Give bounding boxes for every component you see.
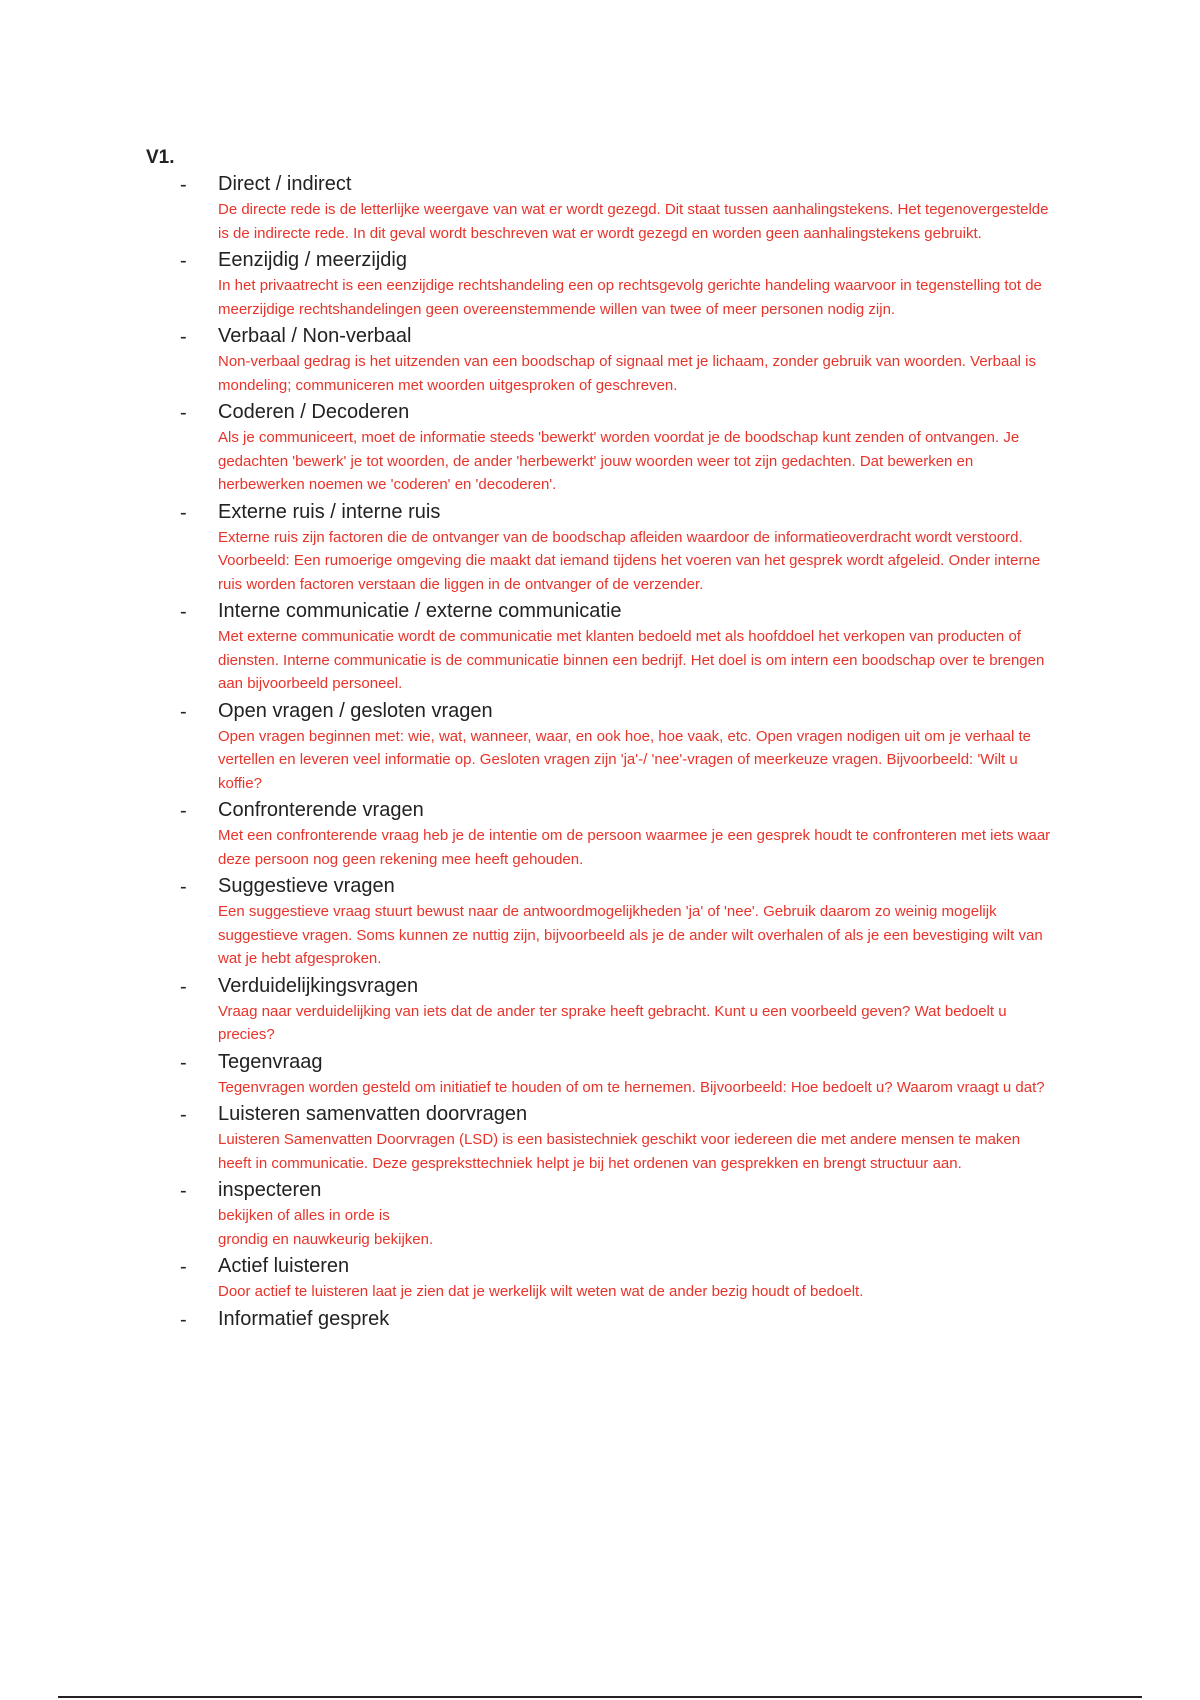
- term-description: Als je communiceert, moet de informatie steeds 'bewerkt' worden voordat je de boodschap kunt zenden of ontvangen. Je gedachten 'bewerk' je tot woorden, de ander 'herbewerkt' jouw woorden weer tot zijn gedachten. Dat bewerken en herbewerken noemen we 'coderen' en 'decoderen'.: [218, 429, 1020, 493]
- dash-bullet-icon: -: [180, 174, 187, 196]
- term-description: Een suggestieve vraag stuurt bewust naar de antwoordmogelijkheden 'ja' of 'nee'. Gebruik daarom zo weinig mogelijk suggestieve vragen. Soms kunnen ze nuttig zijn, bijvoorbeeld als je de ander wilt overhalen of als je een bevestiging wilt van wat je hebt afgesproken.: [218, 903, 1043, 967]
- term-description: Open vragen beginnen met: wie, wat, wanneer, waar, en ook hoe, hoe vaak, etc. Open vragen nodigen uit om je verhaal te vertellen en leveren veel informatie op. Gesloten vragen zijn 'ja'-/ 'nee'-vragen of meerkeuze vragen. Bijvoorbeeld: 'Wilt u koffie?: [218, 727, 1032, 792]
- section-heading: V1.: [146, 147, 175, 168]
- term-title: Informatief gesprek: [218, 1307, 390, 1330]
- term-description: Externe ruis zijn factoren die de ontvanger van de boodschap afleiden waardoor de informatieoverdracht wordt verstoord. Voorbeeld: Een rumoerige omgeving die maakt dat iemand tijdens het voeren van het gesprek wordt afgeleid. Onder interne ruis worden factoren verstaan die liggen in de ontvanger of de verzender.: [218, 528, 1041, 593]
- dash-bullet-icon: -: [180, 975, 187, 998]
- term-item: [180, 172, 1060, 245]
- term-title: Confronterende vragen: [218, 799, 424, 821]
- term-description: [218, 1204, 1060, 1251]
- term-item: [180, 400, 1060, 497]
- term-title: Coderen / Decoderen: [218, 401, 410, 423]
- term-description: In het privaatrecht is een eenzijdige rechtshandeling een op rechtsgevolg gerichte handeling waarvoor in tegenstelling tot de meerzijdige rechtshandelingen geen overeenstemmende willen van twee of meer personen nodig zijn.: [218, 277, 1042, 318]
- dash-bullet-icon: -: [180, 1180, 187, 1202]
- term-item: [180, 500, 1060, 597]
- term-description: Met externe communicatie wordt de communicatie met klanten bedoeld met als hoofddoel het verkopen van producten of diensten. Interne communicatie is de communicatie binnen een bedrijf. Het doel is om intern een boodschap over te brengen aan bijvoorbeeld personeel.: [218, 628, 1045, 692]
- term-description: Door actief te luisteren laat je zien dat je werkelijk wilt weten wat de ander bezig houdt of bedoelt.: [218, 1283, 864, 1300]
- dash-bullet-icon: -: [180, 1256, 187, 1278]
- term-description: Vraag naar verduidelijking van iets dat de ander ter sprake heeft gebracht. Kunt u een voorbeeld geven? Wat bedoelt u precies?: [218, 1002, 1007, 1043]
- term-description: Non-verbaal gedrag is het uitzenden van een boodschap of signaal met je lichaam, zonder gebruik van woorden. Verbaal is mondeling; communiceren met woorden uitgesproken of geschreven.: [218, 353, 1037, 394]
- term-title: Direct / indirect: [218, 173, 352, 195]
- term-description-line: grondig en nauwkeurig bekijken.: [218, 1230, 434, 1248]
- dash-bullet-icon: -: [180, 800, 187, 822]
- dash-bullet-icon: -: [180, 876, 187, 898]
- term-item: [180, 1050, 1060, 1100]
- term-item: [180, 324, 1060, 397]
- term-list: [180, 172, 1060, 1335]
- footer-divider: [58, 1696, 1142, 1698]
- term-title: Luisteren samenvatten doorvragen: [218, 1103, 528, 1125]
- term-description-line: bekijken of alles in orde is: [218, 1207, 390, 1224]
- term-title: Eenzijdig / meerzijdig: [218, 249, 407, 271]
- term-item: [180, 1254, 1060, 1304]
- term-title: Suggestieve vragen: [218, 875, 395, 897]
- term-item: [180, 974, 1060, 1047]
- term-description: Met een confronterende vraag heb je de intentie om de persoon waarmee je een gesprek houdt te confronteren met iets waar deze persoon nog geen rekening mee heeft gehouden.: [218, 827, 1051, 868]
- dash-bullet-icon: -: [180, 250, 187, 272]
- term-title: Verbaal / Non-verbaal: [218, 325, 412, 347]
- term-title: Actief luisteren: [218, 1255, 350, 1277]
- dash-bullet-icon: -: [180, 326, 187, 348]
- term-description: Luisteren Samenvatten Doorvragen (LSD) is een basistechniek geschikt voor iedereen die met andere mensen te maken heeft in communicatie. Deze gespreksttechniek helpt je bij het ordenen van gesprekken en brengt structuur aan.: [218, 1131, 1021, 1172]
- dash-bullet-icon: -: [180, 1104, 187, 1126]
- term-title: Verduidelijkingsvragen: [218, 974, 419, 997]
- dash-bullet-icon: -: [180, 1308, 187, 1331]
- dash-bullet-icon: -: [180, 1051, 187, 1074]
- term-description: De directe rede is de letterlijke weergave van wat er wordt gezegd. Dit staat tussen aanhalingstekens. Het tegenovergestelde is de indirecte rede. In dit geval wordt beschreven wat er wordt gezegd en worden geen aanhalingstekens gebruikt.: [218, 201, 1049, 242]
- term-item: [180, 874, 1060, 971]
- term-item: [180, 599, 1060, 696]
- term-item: [180, 248, 1060, 321]
- term-title: inspecteren: [218, 1179, 322, 1201]
- dash-bullet-icon: -: [180, 402, 187, 424]
- term-item: [180, 699, 1060, 796]
- term-item: [180, 798, 1060, 871]
- dash-bullet-icon: -: [180, 700, 187, 723]
- dash-bullet-icon: -: [180, 501, 187, 524]
- term-item: [180, 1178, 1060, 1251]
- term-item: [180, 1102, 1060, 1175]
- term-title: Open vragen / gesloten vragen: [218, 699, 493, 722]
- dash-bullet-icon: -: [180, 601, 187, 623]
- term-item: [180, 1307, 1060, 1332]
- term-title: Interne communicatie / externe communicatie: [218, 600, 622, 622]
- term-title: Externe ruis / interne ruis: [218, 500, 441, 523]
- term-description: Tegenvragen worden gesteld om initiatief te houden of om te hernemen. Bijvoorbeeld: Hoe bedoelt u? Waarom vraagt u dat?: [218, 1078, 1045, 1096]
- term-title: Tegenvraag: [218, 1050, 323, 1073]
